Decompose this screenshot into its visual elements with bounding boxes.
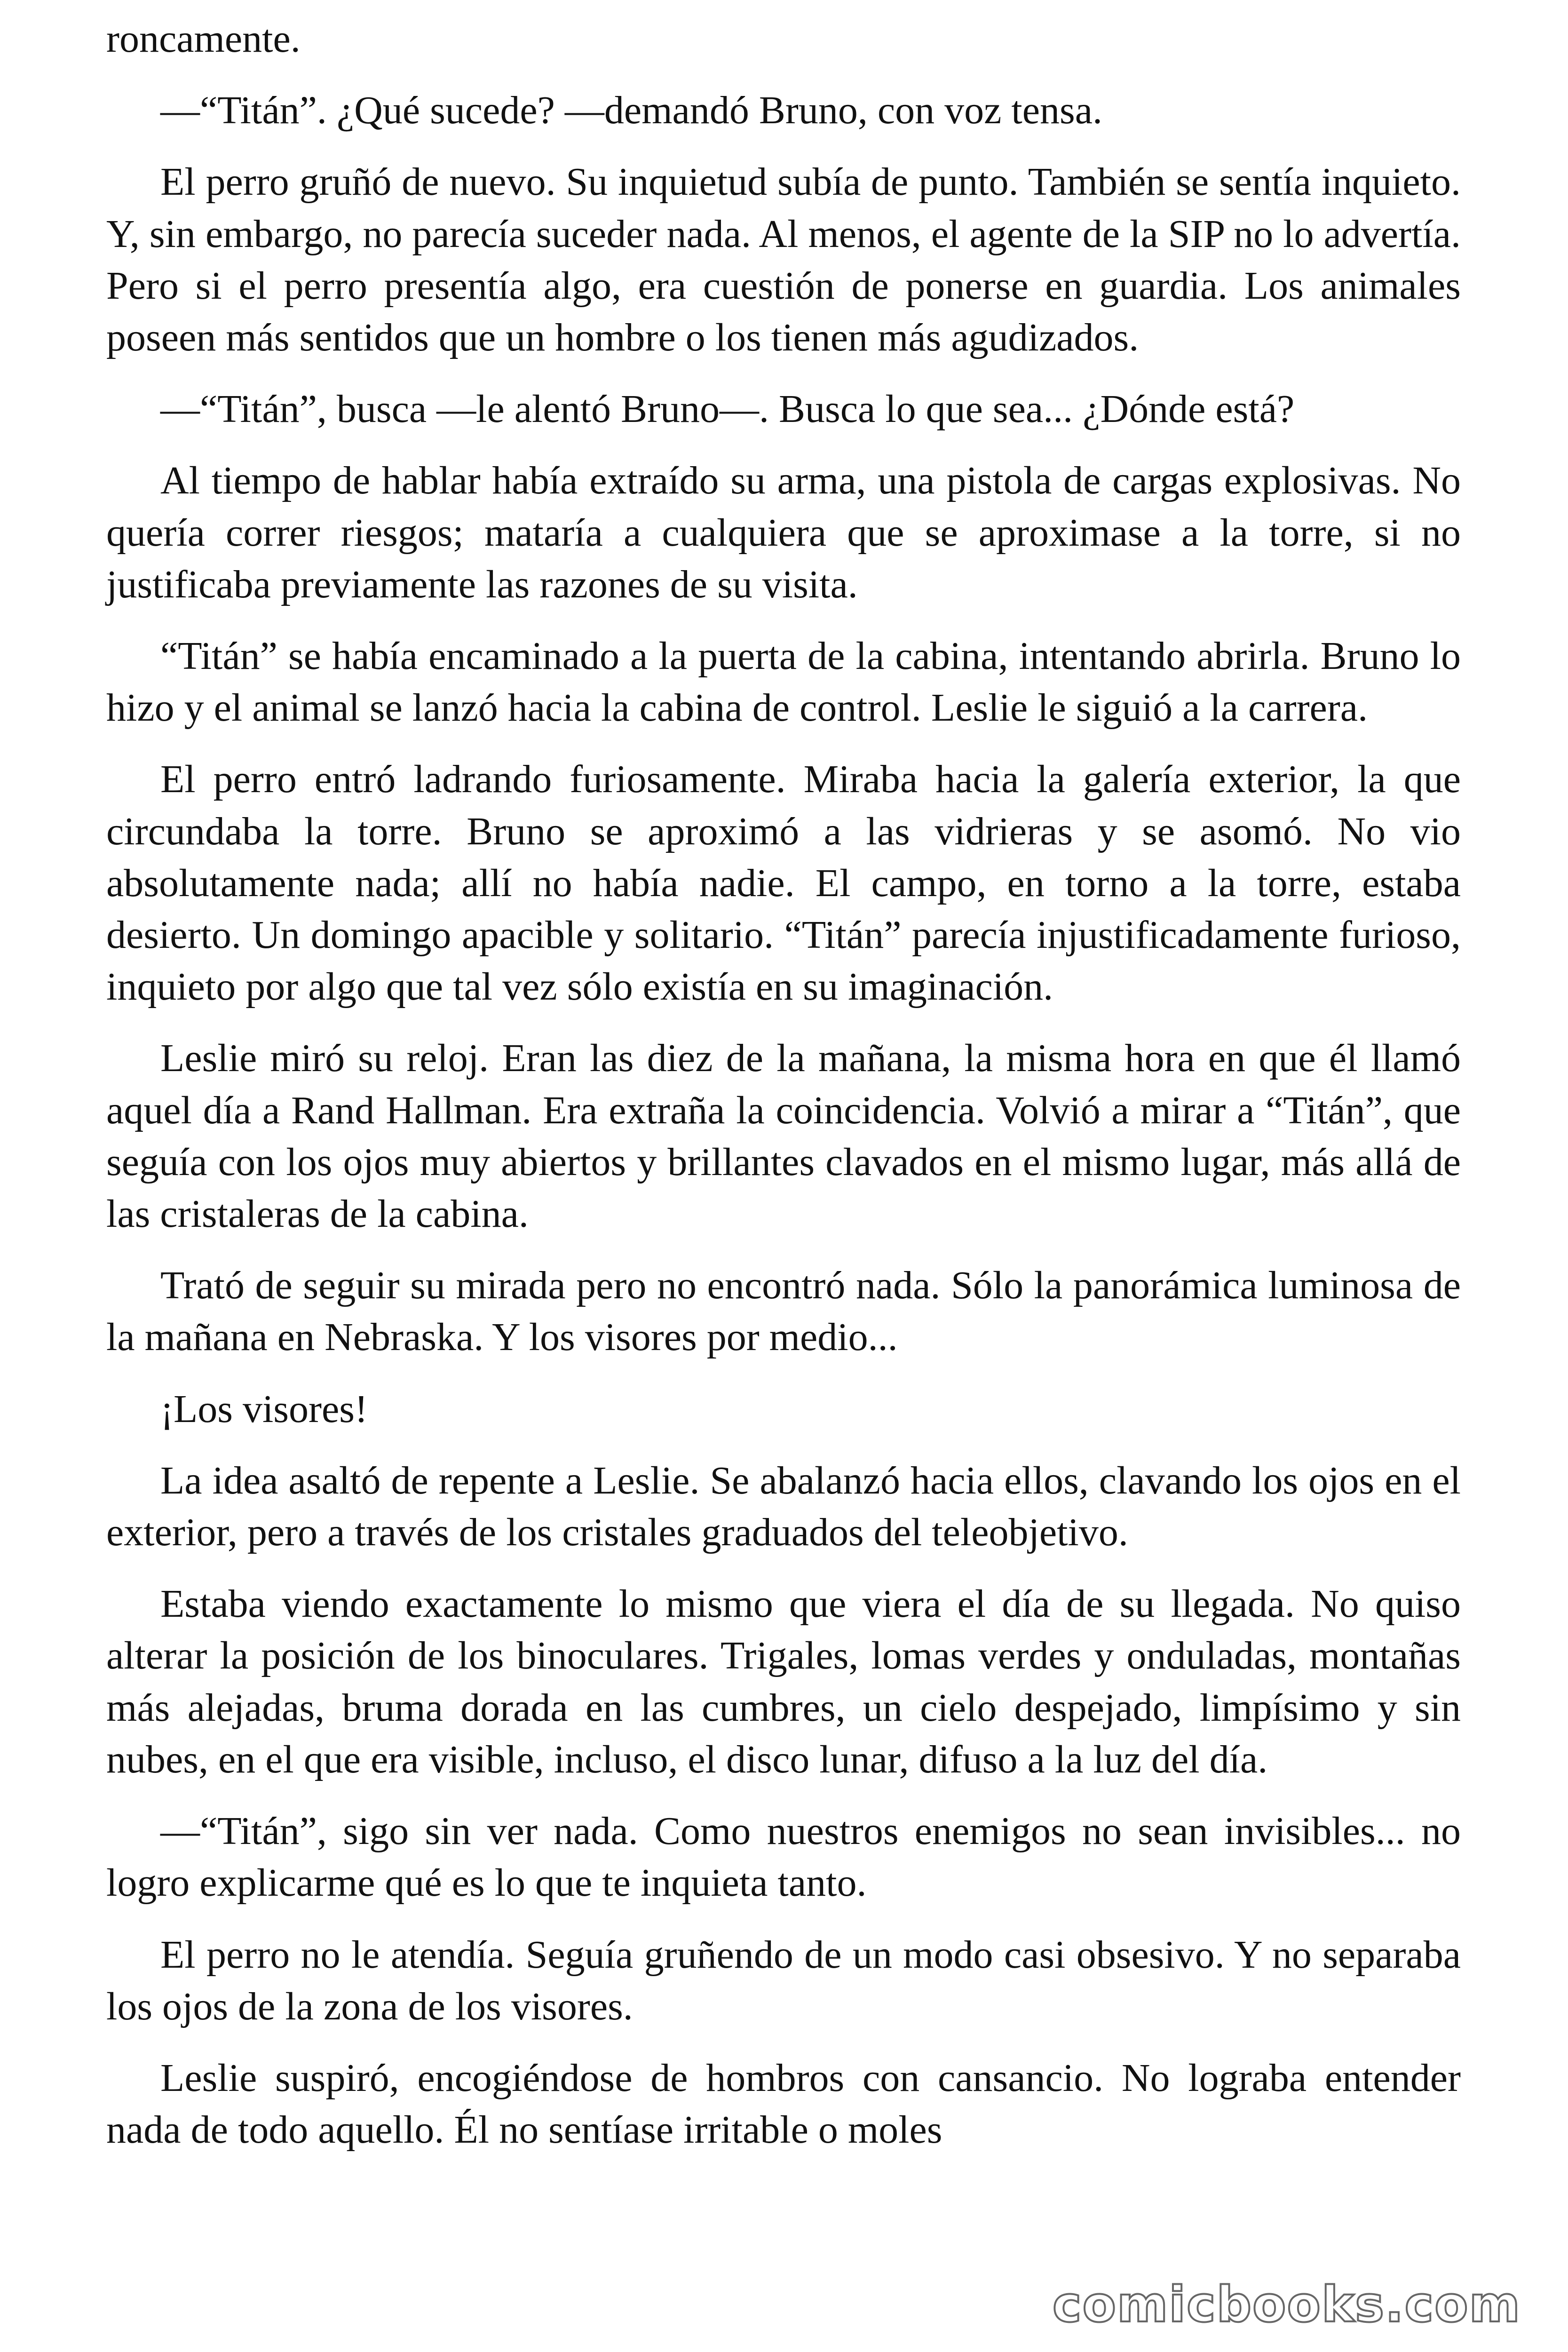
paragraph: El perro gruñó de nuevo. Su inquietud subía de punto. También se sentía inquieto. Y, sin embargo, no parecía suceder nada. Al menos, el agente de la SIP no lo advertía. Pero si el perro presentía algo, era cuestión de ponerse en guardia. Los animales poseen más sentidos que un hombre o los tienen más agudizados. bbox=[106, 160, 1461, 360]
paragraph: Estaba viendo exactamente lo mismo que viera el día de su llegada. No quiso alterar la posición de los binoculares. Trigales, lomas verdes y onduladas, montañas más alejadas, bruma dorada en las cumbres, un cielo despejado, limpísimo y sin nubes, en el que era visible, incluso, el disco lunar, difuso a la luz del día. bbox=[106, 1582, 1461, 1781]
paragraph: Leslie suspiró, encogiéndose de hombros con cansancio. No lograba entender nada de todo aquello. Él no sentíase irritable o moles bbox=[106, 2056, 1461, 2152]
paragraph: ¡Los visores! bbox=[160, 1387, 368, 1431]
paragraph: El perro no le atendía. Seguía gruñendo de un modo casi obsesivo. Y no separaba los ojos de la zona de los visores. bbox=[106, 1932, 1461, 2028]
paragraph: —“Titán”. ¿Qué sucede? —demandó Bruno, con voz tensa. bbox=[160, 88, 1102, 133]
paragraph: Leslie miró su reloj. Eran las diez de la mañana, la misma hora en que él llamó aquel día a Rand Hallman. Era extraña la coincidencia. Volvió a mirar a “Titán”, que seguía con los ojos muy abiertos y brillantes clavados en el mismo lugar, más allá de las cristaleras de la cabina. bbox=[106, 1036, 1461, 1236]
paragraph: Al tiempo de hablar había extraído su arma, una pistola de cargas explosivas. No quería correr riesgos; mataría a cualquiera que se aproximase a la torre, si no justificaba previamente las razones de su visita. bbox=[106, 459, 1461, 606]
watermark: comicbooks.com bbox=[1052, 2276, 1521, 2333]
paragraph: La idea asaltó de repente a Leslie. Se abalanzó hacia ellos, clavando los ojos en el exterior, pero a través de los cristales graduados del teleobjetivo. bbox=[106, 1458, 1461, 1555]
paragraph: —“Titán”, sigo sin ver nada. Como nuestros enemigos no sean invisibles... no logro explicarme qué es lo que te inquieta tanto. bbox=[106, 1809, 1461, 1905]
paragraph: “Titán” se había encaminado a la puerta de la cabina, intentando abrirla. Bruno lo hizo y el animal se lanzó hacia la cabina de control. Leslie le siguió a la carrera. bbox=[106, 634, 1461, 730]
paragraph: Trató de seguir su mirada pero no encontró nada. Sólo la panorámica luminosa de la mañana en Nebraska. Y los visores por medio... bbox=[106, 1263, 1461, 1359]
body-text bbox=[106, 13, 1461, 2176]
paragraph: roncamente. bbox=[106, 17, 301, 61]
paragraph: —“Titán”, busca —le alentó Bruno—. Busca lo que sea... ¿Dónde está? bbox=[160, 387, 1295, 431]
paragraph: El perro entró ladrando furiosamente. Miraba hacia la galería exterior, la que circundaba la torre. Bruno se aproximó a las vidrieras y se asomó. No vio absolutamente nada; allí no había nadie. El campo, en torno a la torre, estaba desierto. Un domingo apacible y solitario. “Titán” parecía injustificadamente furioso, inquieto por algo que tal vez sólo existía en su imaginación. bbox=[106, 757, 1461, 1009]
